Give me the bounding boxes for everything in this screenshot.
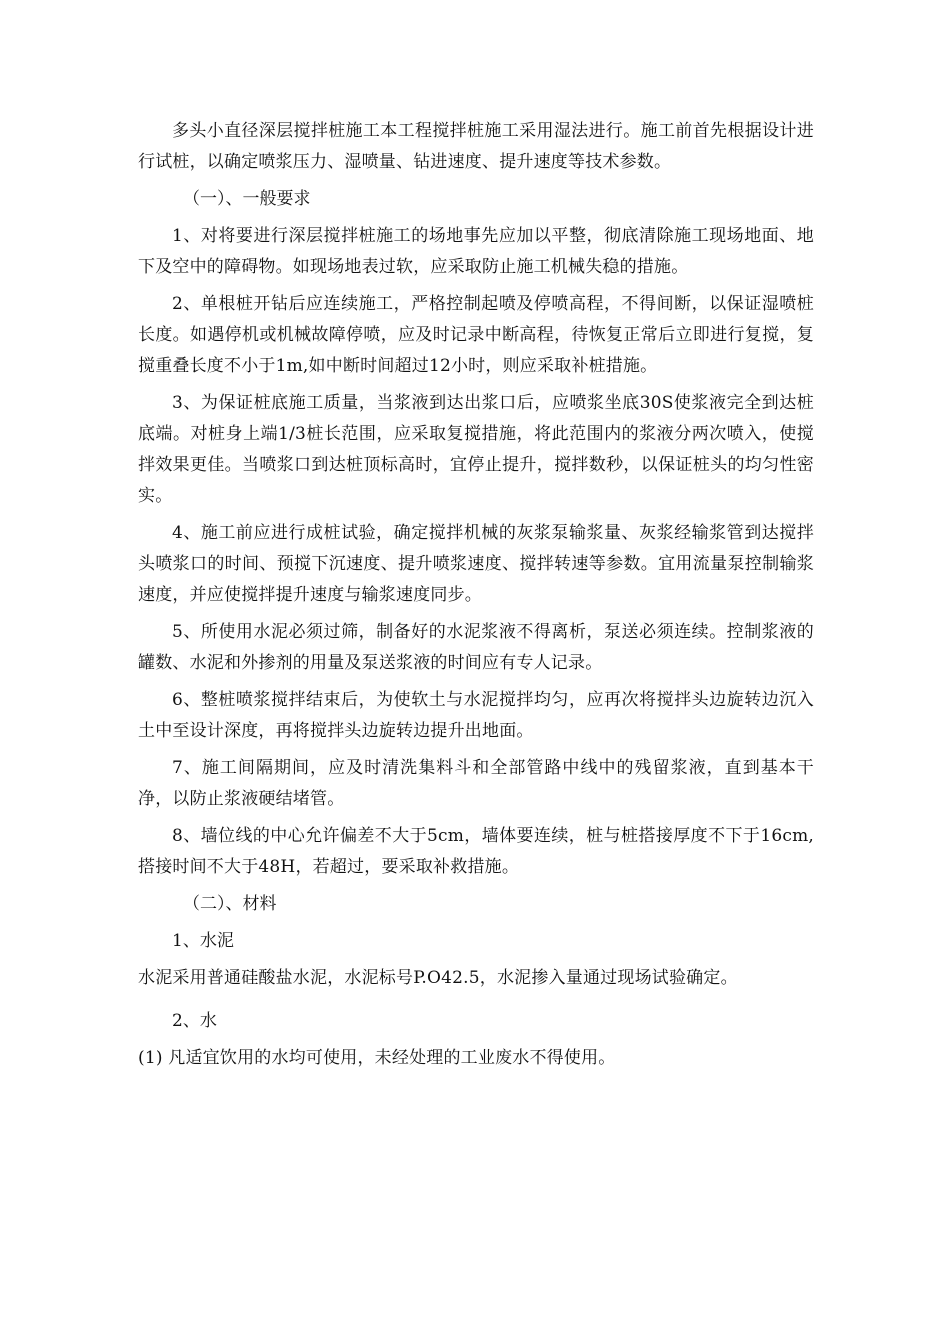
document-body <box>138 116 814 1080</box>
water-heading: 2、水 <box>172 1011 217 1031</box>
requirement-item-6: 6、整桩喷浆搅拌结束后，为使软土与水泥搅拌均匀，应再次将搅拌头边旋转边沉入土中至设计深度，再将搅拌头边旋转边提升出地面。 <box>138 690 814 741</box>
requirement-item-7: 7、施工间隔期间，应及时清洗集料斗和全部管路中线中的残留浆液，直到基本干净，以防止浆液硬结堵管。 <box>138 758 814 809</box>
requirement-item-5: 5、所使用水泥必须过筛，制备好的水泥浆液不得离析，泵送必须连续。控制浆液的罐数、水泥和外掺剂的用量及泵送浆液的时间应有专人记录。 <box>138 622 814 673</box>
water-item-1: (1) 凡适宜饮用的水均可使用，未经处理的工业废水不得使用。 <box>138 1048 616 1068</box>
cement-heading: 1、水泥 <box>172 931 234 951</box>
requirement-item-3: 3、为保证桩底施工质量，当浆液到达出浆口后，应喷浆坐底30S使浆液完全到达桩底端。对桩身上端1/3桩长范围，应采取复搅措施，将此范围内的浆液分两次喷入，使搅拌效果更佳。当喷浆口到达桩顶标高时，宜停止提升，搅拌数秒，以保证桩头的均匀性密实。 <box>138 393 814 506</box>
intro-paragraph: 多头小直径深层搅拌桩施工本工程搅拌桩施工采用湿法进行。施工前首先根据设计进行试桩，以确定喷浆压力、湿喷量、钻进速度、提升速度等技术参数。 <box>138 121 814 172</box>
cement-paragraph: 水泥采用普通硅酸盐水泥，水泥标号P.O42.5，水泥掺入量通过现场试验确定。 <box>138 968 738 988</box>
requirement-item-2: 2、单根桩开钻后应连续施工，严格控制起喷及停喷高程，不得间断，以保证湿喷桩长度。如遇停机或机械故障停喷，应及时记录中断高程，待恢复正常后立即进行复搅，复搅重叠长度不小于1m,如中断时间超过12小时，则应采取补桩措施。 <box>138 294 814 376</box>
section-heading-general-requirements: （一）、一般要求 <box>183 189 311 209</box>
requirement-item-4: 4、施工前应进行成桩试验，确定搅拌机械的灰浆泵输浆量、灰浆经输浆管到达搅拌头喷浆口的时间、预搅下沉速度、提升喷浆速度、搅拌转速等参数。宜用流量泵控制输浆速度，并应使搅拌提升速度与输浆速度同步。 <box>138 523 814 605</box>
section-heading-materials: （二）、材料 <box>183 894 277 914</box>
requirement-item-8: 8、墙位线的中心允许偏差不大于5cm，墙体要连续，桩与桩搭接厚度不下于16cm,搭接时间不大于48H，若超过，要采取补救措施。 <box>138 826 814 877</box>
requirement-item-1: 1、对将要进行深层搅拌桩施工的场地事先应加以平整，彻底清除施工现场地面、地下及空中的障碍物。如现场地表过软，应采取防止施工机械失稳的措施。 <box>138 226 814 277</box>
